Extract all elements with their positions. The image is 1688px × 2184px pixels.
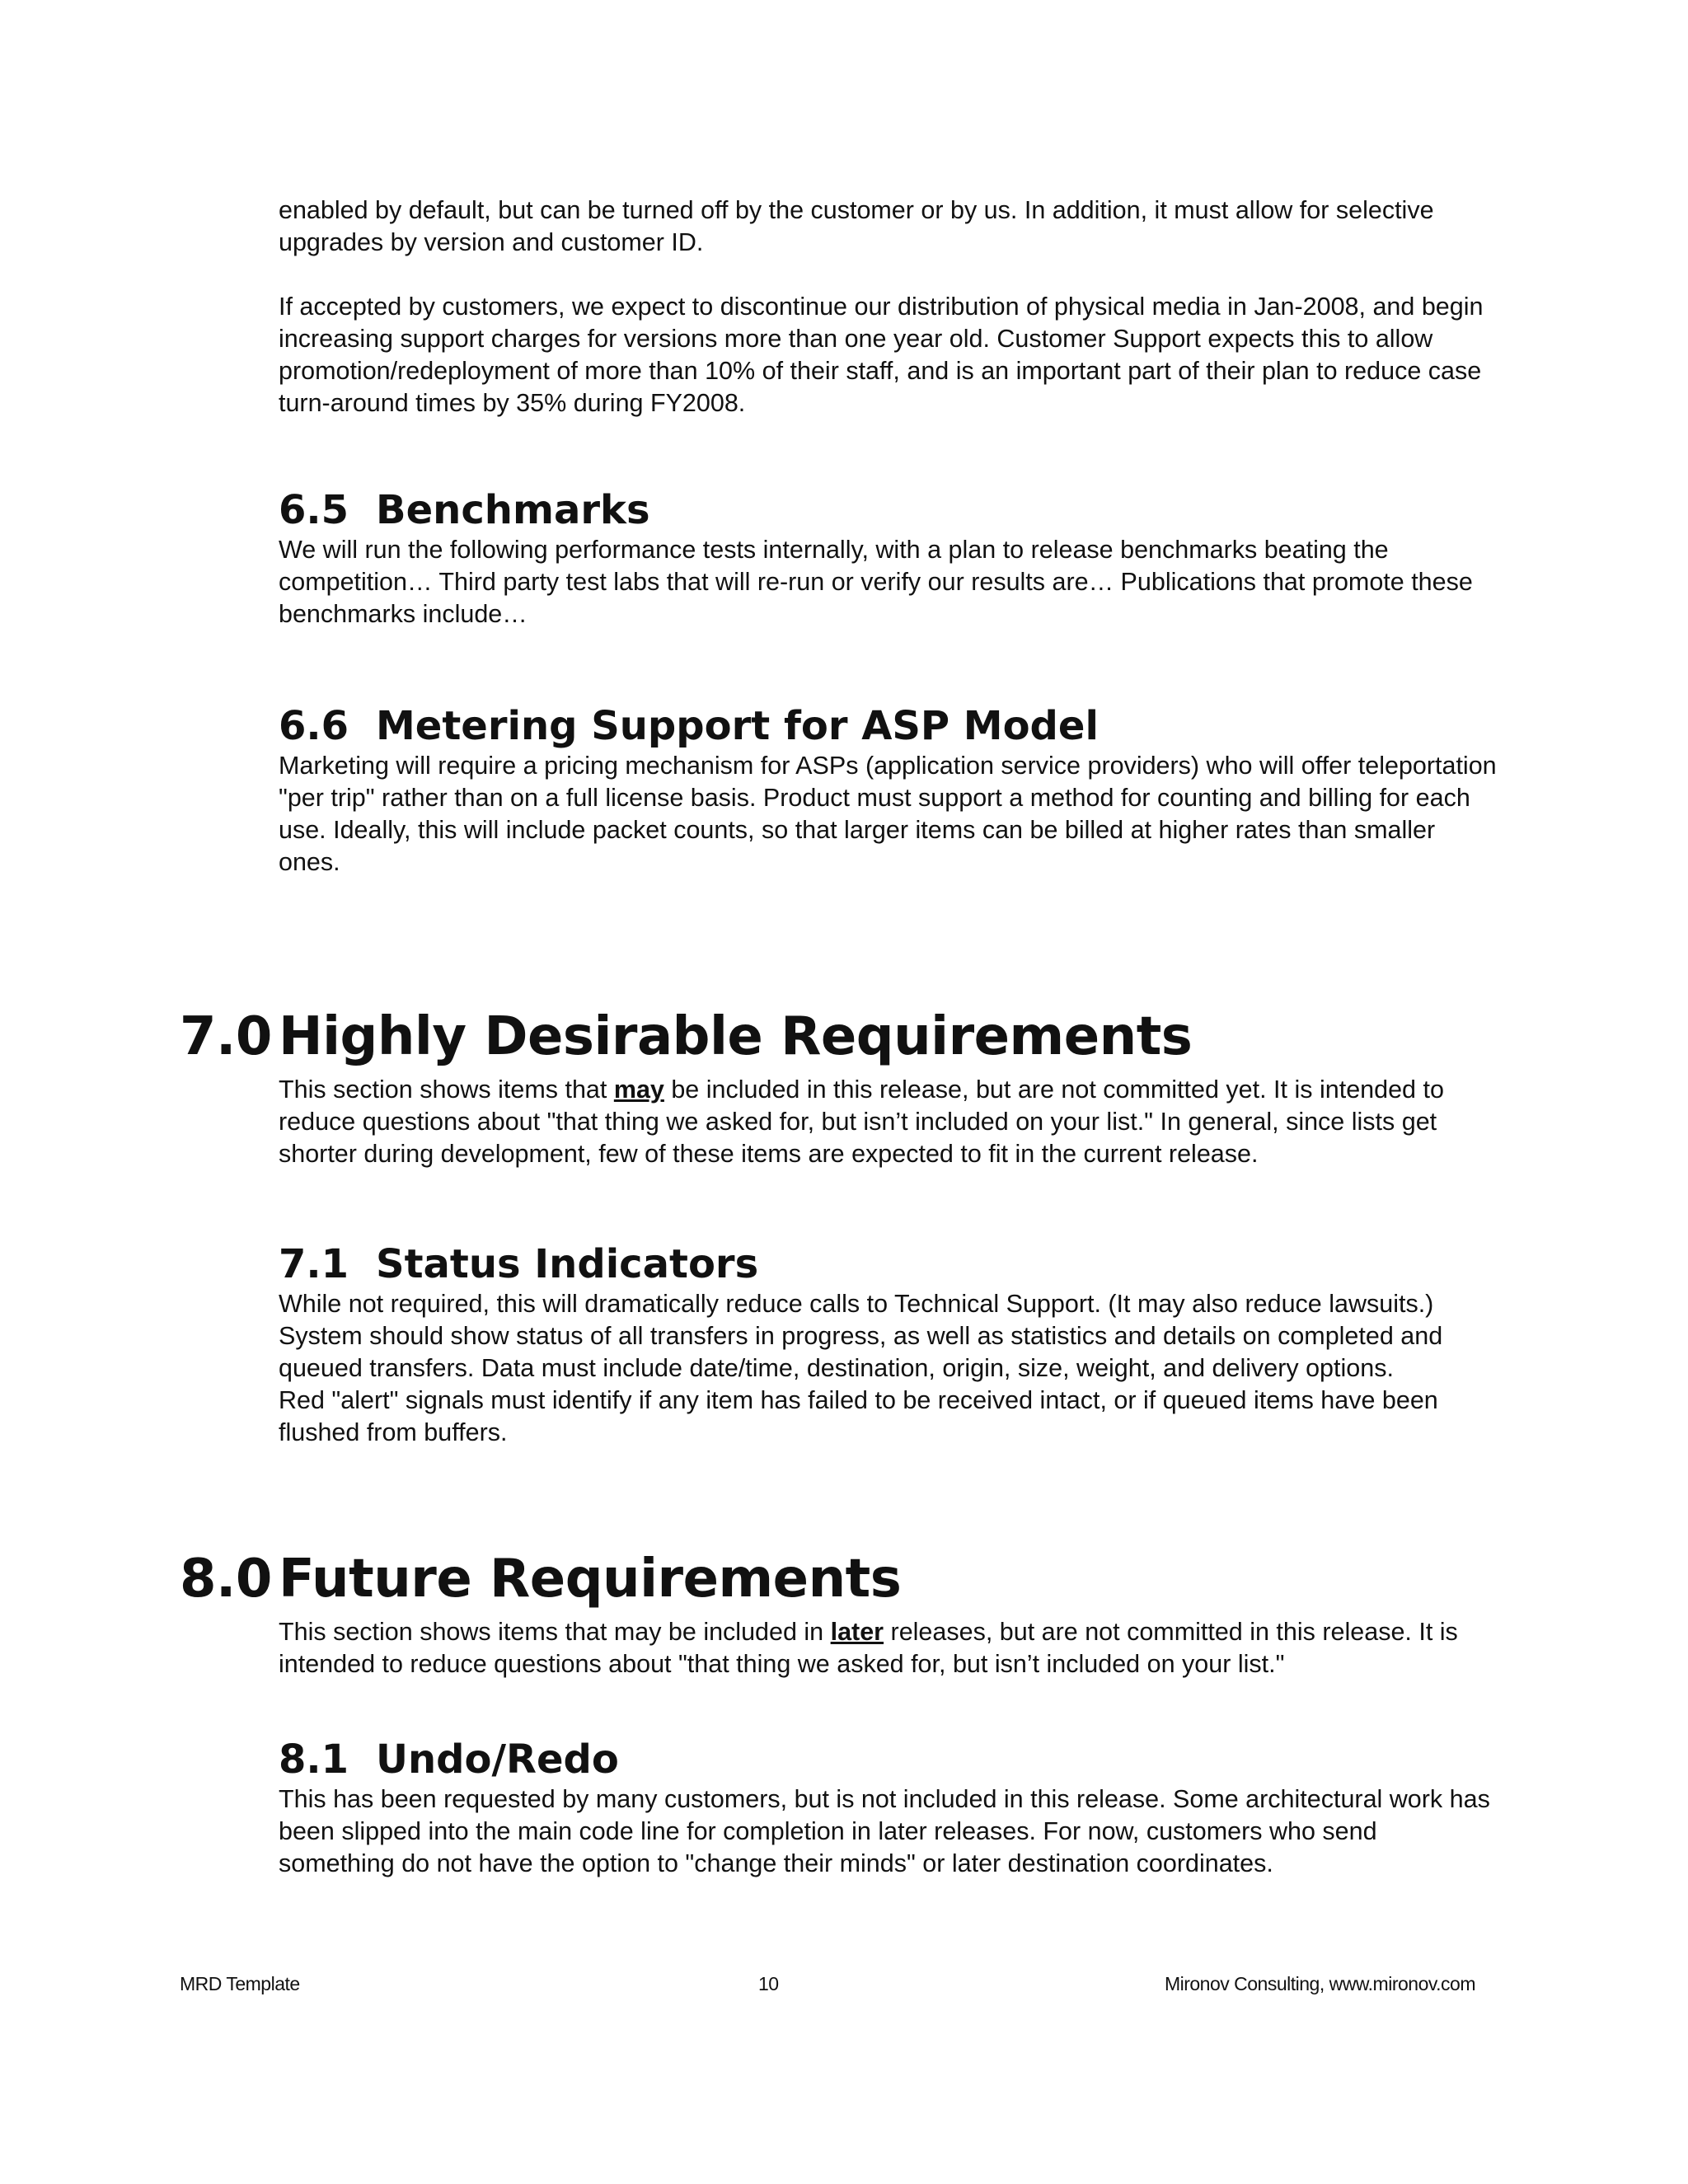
section-heading: [279, 1736, 1498, 1783]
section-body: [279, 1616, 1498, 1680]
section-body: This has been requested by many customers, but is not included in this release. Some architectural work has been slipped into the main code line for completion in later releases. For now, customers who send something do not have the option to "change their minds" or later destination coordinates.: [279, 1785, 1490, 1877]
intro-paragraph-1: enabled by default, but can be turned off by the customer or by us. In addition, it must allow for selective upgrades by version and customer ID.: [279, 196, 1434, 256]
section-title: Status Indicators: [376, 1241, 759, 1287]
section-heading: [279, 1240, 1498, 1288]
section-title: Future Requirements: [279, 1549, 902, 1610]
section-8-0-heading: [180, 1548, 901, 1610]
intro-paragraph-2: If accepted by customers, we expect to discontinue our distribution of physical media in Jan-2008, and begin increasing support charges for versions more than one year old. Customer Support expects this to allow promotion/redeployment of more than 10% of their staff, and is an important part of their plan to reduce case turn-around times by 35% during FY2008.: [279, 293, 1484, 417]
emphasis-may: may: [613, 1076, 664, 1104]
section-heading: [279, 486, 1498, 534]
footer-right: Mironov Consulting, www.mironov.com: [1164, 1973, 1475, 1994]
section-body: [279, 1074, 1498, 1170]
section-title: Highly Desirable Requirements: [279, 1006, 1193, 1067]
body-text: This section shows items that: [279, 1076, 614, 1104]
section-body-1: While not required, this will dramatically reduce calls to Technical Support. (It may also reduce lawsuits.) System should show status of all transfers in progress, as well as statistics and details on completed and queued transfers. Data must include date/time, destination, origin, size, weight, and delivery options.: [279, 1290, 1443, 1382]
body-text: This section shows items that may be included in: [279, 1618, 831, 1646]
intro-section: [279, 194, 1498, 419]
section-7-0-heading: [180, 1005, 1192, 1068]
section-title: Benchmarks: [376, 487, 650, 533]
section-7-0: [279, 1074, 1498, 1170]
emphasis-later: later: [830, 1618, 884, 1646]
section-heading: [279, 702, 1498, 750]
section-body: We will run the following performance tests internally, with a plan to release benchmarks beating the competition… Third party test labs that will re-run or verify our results are… Publications that promote these benchmarks include…: [279, 536, 1473, 628]
body-text: be included in this release, but are not committed yet. It is intended to reduce questions about "that thing we asked for, but isn’t included on your list." In general, since lists get shorter during development, few of these items are expected to fit in the current release.: [279, 1076, 1444, 1168]
section-number: 6.5: [279, 487, 349, 533]
section-body-2: Red "alert" signals must identify if any item has failed to be received intact, or if queued items have been flushed from buffers.: [279, 1386, 1438, 1446]
section-number: 7.0: [180, 1006, 272, 1067]
body-text: releases, but are not committed in this release. It is intended to reduce questions about "that thing we asked for, but isn’t included on your list.": [279, 1618, 1458, 1678]
section-number: 7.1: [279, 1241, 349, 1287]
section-number: 8.1: [279, 1736, 349, 1783]
section-8-1: [279, 1736, 1498, 1880]
section-title: Metering Support for ASP Model: [376, 703, 1099, 749]
section-number: 6.6: [279, 703, 349, 749]
section-7-1: [279, 1240, 1498, 1449]
section-number: 8.0: [180, 1549, 272, 1610]
footer-page-number: 10: [758, 1973, 779, 1994]
section-8-0: [279, 1616, 1498, 1680]
section-6-5: [279, 486, 1498, 630]
section-6-6: [279, 702, 1498, 879]
footer-left: MRD Template: [180, 1973, 300, 1994]
section-title: Undo/Redo: [376, 1736, 619, 1783]
section-body: Marketing will require a pricing mechanism for ASPs (application service providers) who will offer teleportation "per trip" rather than on a full license basis. Product must support a method for counting and billing for each use. Ideally, this will include packet counts, so that larger items can be billed at higher rates than smaller ones.: [279, 752, 1497, 876]
